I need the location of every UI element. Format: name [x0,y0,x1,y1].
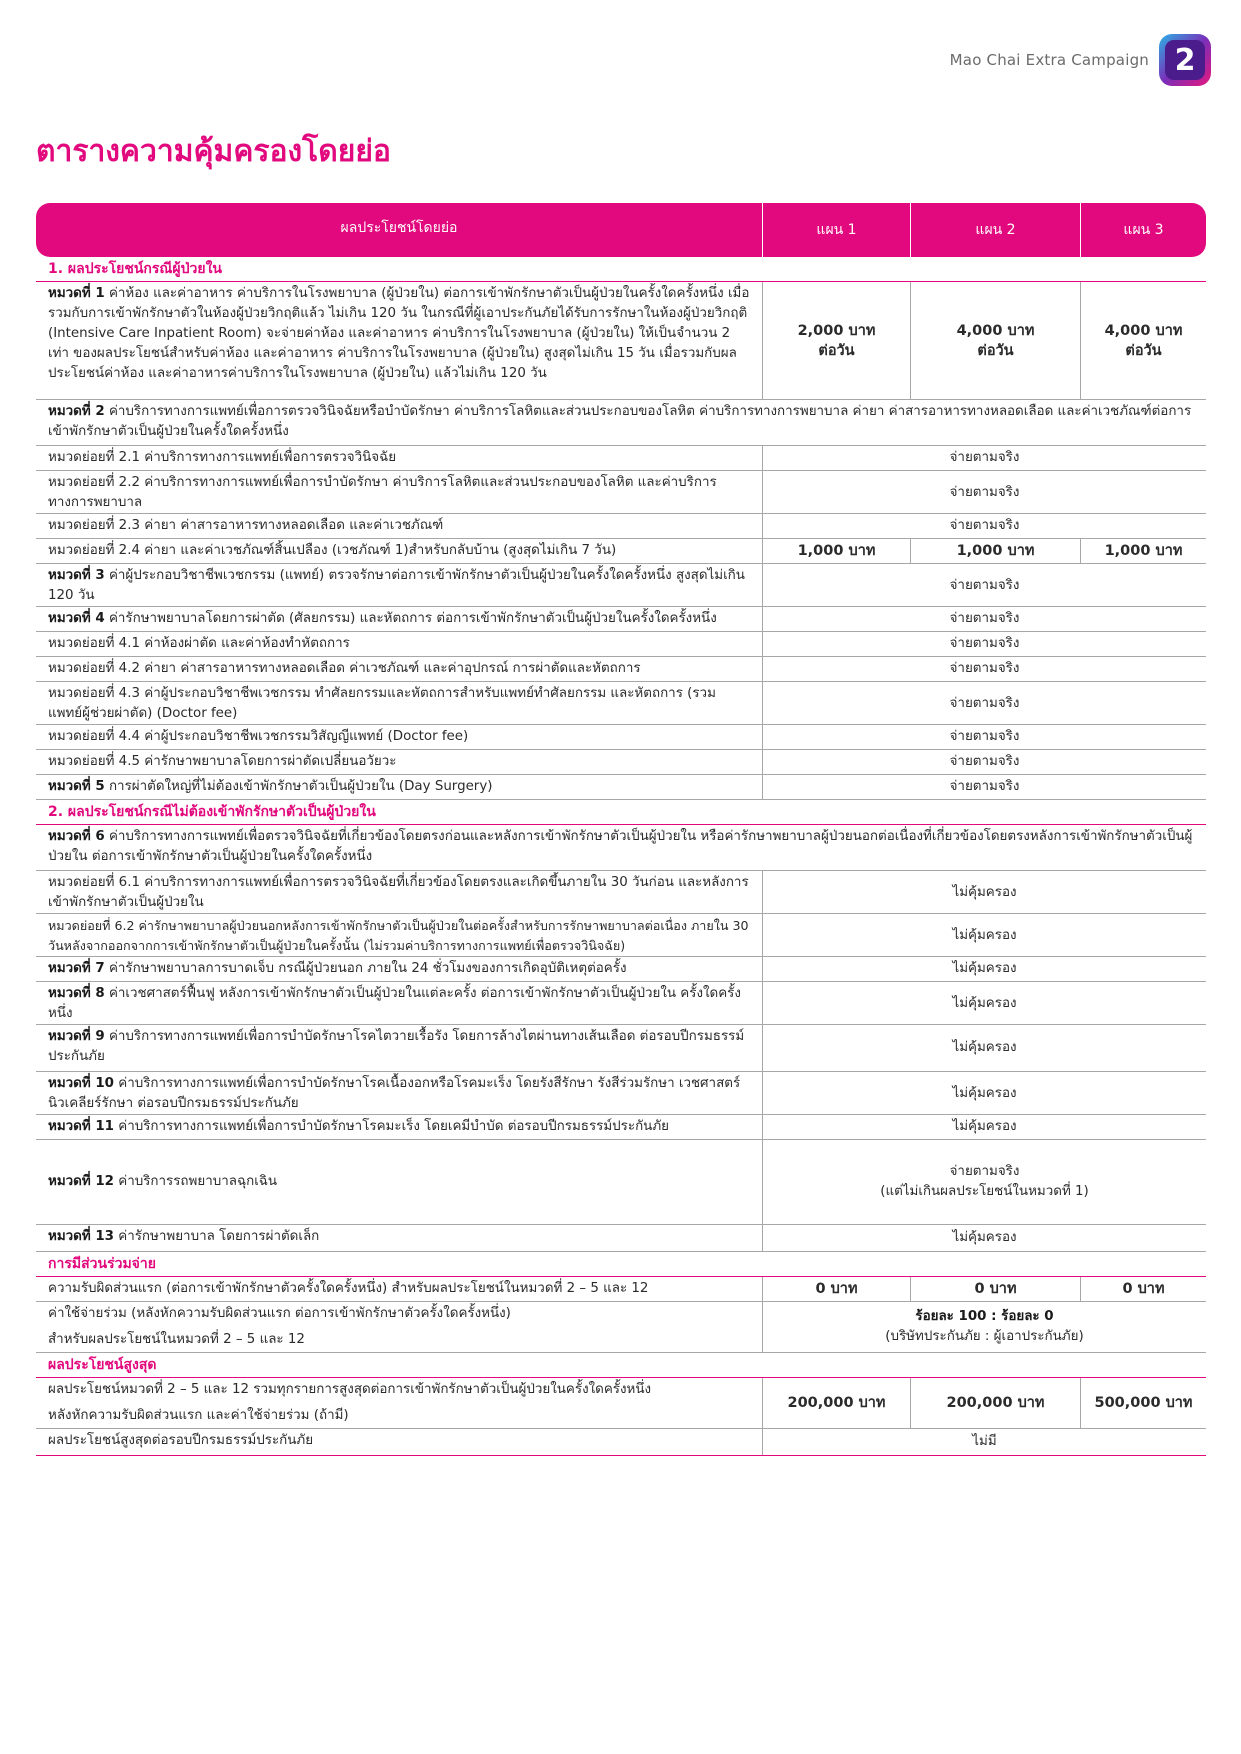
table-header [36,203,1206,257]
table-row: หมวดย่อยที่ 6.2 ค่ารักษาพยาบาลผู้ป่วยนอกหลังการเข้าพักรักษาตัวเป็นผู้ป่วยในต่อครั้งสำหรับการรักษาพยาบาลต่อเนื่อง ภายใน 30 วันหลังจากออกจากการเข้าพักรักษาตัวเป็นผู้ป่วยในครั้งนั้น (ไม่รวมค่าบริการทางการแพทย์เพื่อตรวจวินิจฉัย) ไม่คุ้มครอง [36,914,1206,957]
table-row: หมวดย่อยที่ 4.5 ค่ารักษาพยาบาลโดยการผ่าตัดเปลี่ยนอวัยวะ จ่ายตามจริง [36,750,1206,775]
page-title: ตารางความคุ้มครองโดยย่อ [36,134,391,169]
table-row: หมวดย่อยที่ 4.1 ค่าห้องผ่าตัด และค่าห้องทำหัตถการ จ่ายตามจริง [36,632,1206,657]
page-number-badge [1159,34,1211,86]
table-row: หมวดย่อยที่ 2.1 ค่าบริการทางการแพทย์เพื่อการตรวจวินิจฉัย จ่ายตามจริง [36,446,1206,471]
table-row: หมวดย่อยที่ 6.1 ค่าบริการทางการแพทย์เพื่อการตรวจวินิจฉัยที่เกี่ยวข้องโดยตรงและเกิดขึ้นภายใน 30 วันก่อน และหลังการเข้าพักรักษาตัวเป็นผู้ป่วยใน ไม่คุ้มครอง [36,871,1206,914]
table-row: หมวดที่ 13 ค่ารักษาพยาบาล โดยการผ่าตัดเล็ก ไม่คุ้มครอง [36,1225,1206,1252]
table-row: ผลประโยชน์หมวดที่ 2 – 5 และ 12 รวมทุกรายการสูงสุดต่อการเข้าพักรักษาตัวเป็นผู้ป่วยในครั้งใดครั้งหนึ่ง หลังหักความรับผิดส่วนแรก และค่าใช้จ่ายร่วม (ถ้ามี) 200,000 บาท 200,000 บาท 500,000 บาท [36,1378,1206,1429]
table-row: หมวดที่ 2 ค่าบริการทางการแพทย์เพื่อการตรวจวินิจฉัยหรือบำบัดรักษา ค่าบริการโลหิตและส่วนประกอบของโลหิต ค่าบริการทางการพยาบาล ค่ายา ค่าสารอาหารทางหลอดเลือด และค่าเวชภัณฑ์ต่อการเข้าพักรักษาตัวเป็นผู้ป่วยในครั้งใดครั้งหนึ่ง [36,400,1206,446]
table-row: หมวดที่ 11 ค่าบริการทางการแพทย์เพื่อการบำบัดรักษาโรคมะเร็ง โดยเคมีบำบัด ต่อรอบปีกรมธรรม์ประกันภัย ไม่คุ้มครอง [36,1115,1206,1140]
col-plan-2: แผน 2 [910,203,1080,257]
table-row: ความรับผิดส่วนแรก (ต่อการเข้าพักรักษาตัวครั้งใดครั้งหนึ่ง) สำหรับผลประโยชน์ในหมวดที่ 2 – 5 และ 12 0 บาท 0 บาท 0 บาท [36,1277,1206,1302]
table-row: หมวดที่ 12 ค่าบริการรถพยาบาลฉุกเฉิน จ่ายตามจริง (แต่ไม่เกินผลประโยชน์ในหมวดที่ 1) [36,1140,1206,1225]
table-row: หมวดย่อยที่ 2.3 ค่ายา ค่าสารอาหารทางหลอดเลือด และค่าเวชภัณฑ์ จ่ายตามจริง [36,514,1206,539]
table-row: ผลประโยชน์สูงสุดต่อรอบปีกรมธรรม์ประกันภัย ไม่มี [36,1429,1206,1456]
section-heading: ผลประโยชน์สูงสุด [36,1353,1206,1378]
table-row: หมวดที่ 8 ค่าเวชศาสตร์ฟื้นฟู หลังการเข้าพักรักษาตัวเป็นผู้ป่วยในแต่ละครั้ง ต่อการเข้าพักรักษาตัวเป็นผู้ป่วยใน ครั้งใดครั้งหนึ่ง ไม่คุ้มครอง [36,982,1206,1025]
table-row: หมวดที่ 9 ค่าบริการทางการแพทย์เพื่อการบำบัดรักษาโรคไตวายเรื้อรัง โดยการล้างไตผ่านทางเส้นเลือด ต่อรอบปีกรมธรรม์ประกันภัย ไม่คุ้มครอง [36,1025,1206,1072]
section-heading: 2. ผลประโยชน์กรณีไม่ต้องเข้าพักรักษาตัวเป็นผู้ป่วยใน [36,800,1206,825]
page-header [950,34,1211,86]
campaign-name: Mao Chai Extra Campaign [949,51,1149,69]
col-plan-3: แผน 3 [1080,203,1206,257]
section-heading: การมีส่วนร่วมจ่าย [36,1252,1206,1277]
table-row: ค่าใช้จ่ายร่วม (หลังหักความรับผิดส่วนแรก ต่อการเข้าพักรักษาตัวครั้งใดครั้งหนึ่ง) สำหรับผลประโยชน์ในหมวดที่ 2 – 5 และ 12 ร้อยละ 100 : ร้อยละ 0 (บริษัทประกันภัย : ผู้เอาประกันภัย) [36,1302,1206,1353]
col-plan-1: แผน 1 [762,203,910,257]
col-benefit: ผลประโยชน์โดยย่อ [340,220,458,236]
table-row: หมวดย่อยที่ 4.4 ค่าผู้ประกอบวิชาชีพเวชกรรมวิสัญญีแพทย์ (Doctor fee) จ่ายตามจริง [36,725,1206,750]
table-row: หมวดย่อยที่ 4.3 ค่าผู้ประกอบวิชาชีพเวชกรรม ทำศัลยกรรมและหัตถการสำหรับแพทย์ทำศัลยกรรม และหัตถการ (รวมแพทย์ผู้ช่วยผ่าตัด) (Doctor fee) จ่ายตามจริง [36,682,1206,725]
table-row: หมวดที่ 10 ค่าบริการทางการแพทย์เพื่อการบำบัดรักษาโรคเนื้องอกหรือโรคมะเร็ง โดยรังสีรักษา รังสีร่วมรักษา เวชศาสตร์นิวเคลียร์รักษา ต่อรอบปีกรมธรรม์ประกันภัย ไม่คุ้มครอง [36,1072,1206,1115]
table-row: หมวดย่อยที่ 4.2 ค่ายา ค่าสารอาหารทางหลอดเลือด ค่าเวชภัณฑ์ และค่าอุปกรณ์ การผ่าตัดและหัตถการ จ่ายตามจริง [36,657,1206,682]
table-row: หมวดที่ 1 ค่าห้อง และค่าอาหาร ค่าบริการในโรงพยาบาล (ผู้ป่วยใน) ต่อการเข้าพักรักษาตัวเป็นผู้ป่วยในครั้งใดครั้งหนึ่ง เมื่อรวมกับการเข้าพักรักษาตัวในห้องผู้ป่วยวิกฤติแล้ว ไม่เกิน 120 วัน ในกรณีที่ผู้เอาประกันภัยได้รับการรักษาในห้องผู้ป่วยวิกฤติ (Intensive Care Inpatient Room) จะจ่ายค่าห้อง และค่าอาหาร ค่าบริการในโรงพยาบาล (ผู้ป่วยใน) ให้เป็นจำนวน 2 เท่า ของผลประโยชน์สำหรับค่าห้อง และค่าอาหาร ค่าบริการในโรงพยาบาล (ผู้ป่วยใน) สูงสุดไม่เกิน 15 วัน เมื่อรวมกับผลประโยชน์ค่าห้อง และค่าอาหารค่าบริการในโรงพยาบาล (ผู้ป่วยใน) แล้วไม่เกิน 120 วัน 2,000 บาท ต่อวัน 4,000 บาท ต่อวัน 4,000 บาท ต่อวัน [36,282,1206,400]
table-row: หมวดที่ 7 ค่ารักษาพยาบาลการบาดเจ็บ กรณีผู้ป่วยนอก ภายใน 24 ชั่วโมงของการเกิดอุบัติเหตุต่อครั้ง ไม่คุ้มครอง [36,957,1206,982]
coverage-table [36,203,1206,1456]
table-row: หมวดที่ 4 ค่ารักษาพยาบาลโดยการผ่าตัด (ศัลยกรรม) และหัตถการ ต่อการเข้าพักรักษาตัวเป็นผู้ป่วยในครั้งใดครั้งหนึ่ง จ่ายตามจริง [36,607,1206,632]
section-heading: 1. ผลประโยชน์กรณีผู้ป่วยใน [36,257,1206,282]
table-row: หมวดย่อยที่ 2.2 ค่าบริการทางการแพทย์เพื่อการบำบัดรักษา ค่าบริการโลหิตและส่วนประกอบของโลหิต และค่าบริการทางการพยาบาล จ่ายตามจริง [36,471,1206,514]
table-row: หมวดย่อยที่ 2.4 ค่ายา และค่าเวชภัณฑ์สิ้นเปลือง (เวชภัณฑ์ 1)สำหรับกลับบ้าน (สูงสุดไม่เกิน 7 วัน) 1,000 บาท 1,000 บาท 1,000 บาท [36,539,1206,564]
table-row: หมวดที่ 5 การผ่าตัดใหญ่ที่ไม่ต้องเข้าพักรักษาตัวเป็นผู้ป่วยใน (Day Surgery) จ่ายตามจริง [36,775,1206,800]
table-row: หมวดที่ 3 ค่าผู้ประกอบวิชาชีพเวชกรรม (แพทย์) ตรวจรักษาต่อการเข้าพักรักษาตัวเป็นผู้ป่วยในครั้งใดครั้งหนึ่ง สูงสุดไม่เกิน 120 วัน จ่ายตามจริง [36,564,1206,607]
table-row: หมวดที่ 6 ค่าบริการทางการแพทย์เพื่อตรวจวินิจฉัยที่เกี่ยวข้องโดยตรงก่อนและหลังการเข้าพักรักษาตัวเป็นผู้ป่วยใน หรือค่ารักษาพยาบาลผู้ป่วยนอกต่อเนื่องที่เกี่ยวข้องโดยตรงหลังการเข้าพักรักษาตัวเป็นผู้ป่วยใน ต่อการเข้าพักรักษาตัวเป็นผู้ป่วยในครั้งใดครั้งหนึ่ง [36,825,1206,871]
page-number: 2 [1174,42,1196,78]
